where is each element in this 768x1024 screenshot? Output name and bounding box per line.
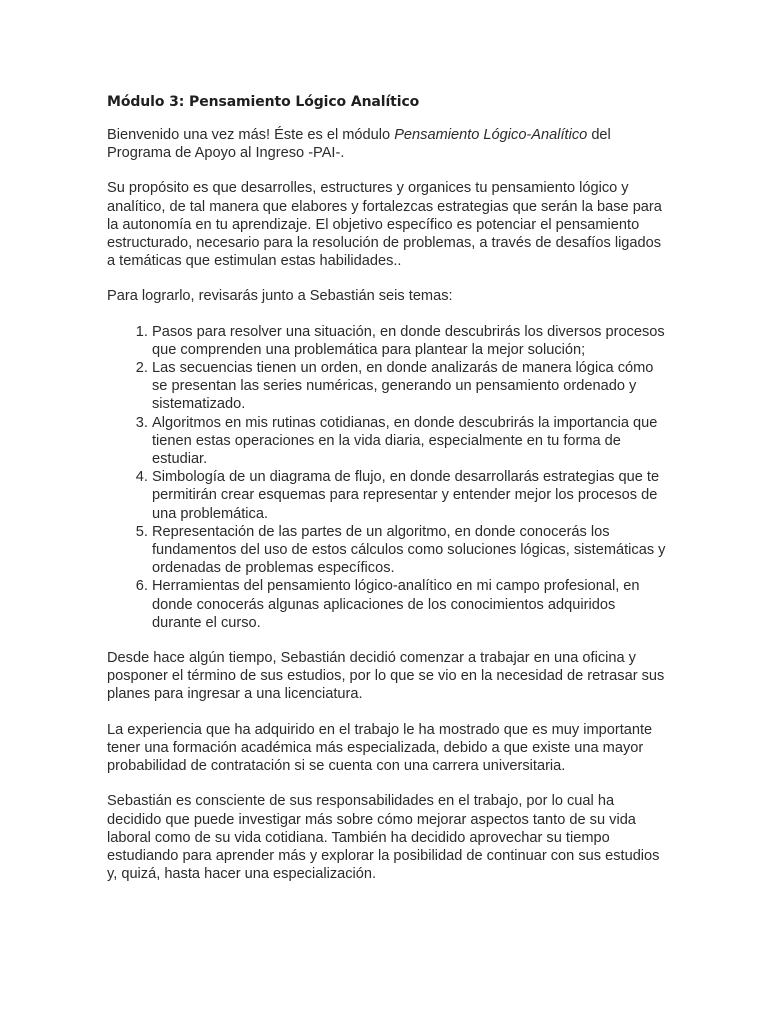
document-page: [107, 93, 667, 900]
intro-module-name: Pensamiento Lógico-Analítico: [394, 127, 588, 143]
topics-intro-paragraph: Para lograrlo, revisarás junto a Sebastián seis temas:: [107, 288, 453, 305]
list-item: 6. Herramientas del pensamiento lógico-analítico en mi campo profesional, en donde conocerás algunas aplicaciones de los conocimientos adquiridos durante el curso.: [152, 577, 667, 632]
topics-list: [107, 323, 667, 632]
module-title: Módulo 3: Pensamiento Lógico Analítico: [107, 94, 420, 110]
story-paragraph-1: Desde hace algún tiempo, Sebastián decidió comenzar a trabajar en una oficina y posponer el término de sus estudios, por lo que se vio en la necesidad de retrasar sus planes para ingresar a una licenciatura.: [107, 650, 665, 703]
intro-paragraph: [107, 126, 667, 162]
list-item: 5. Representación de las partes de un algoritmo, en donde conocerás los fundamentos del uso de estos cálculos como soluciones lógicas, sistemáticas y ordenadas de problemas específicos.: [152, 523, 667, 578]
list-item: 3. Algoritmos en mis rutinas cotidianas, en donde descubrirás la importancia que tienen estas operaciones en la vida diaria, especialmente en tu forma de estudiar.: [152, 414, 667, 469]
list-item: 4. Simbología de un diagrama de flujo, en donde desarrollarás estrategias que te permitirán crear esquemas para representar y entender mejor los procesos de una problemática.: [152, 468, 667, 523]
intro-text-before: Bienvenido una vez más! Éste es el módulo: [107, 127, 395, 143]
purpose-paragraph: Su propósito es que desarrolles, estructures y organices tu pensamiento lógico y analítico, de tal manera que elabores y fortalezcas estrategias que serán la base para la autonomía en tu aprendizaje. El objetivo específico es potenciar el pensamiento estructurado, necesario para la resolución de problemas, a través de desafíos ligados a temáticas que estimulan estas habilidades..: [107, 180, 662, 270]
intro-text-after: del Programa de Apoyo al Ingreso -PAI-.: [107, 127, 611, 162]
list-item: 1. Pasos para resolver una situación, en donde descubrirás los diversos procesos que comprenden una problemática para plantear la mejor solución;: [152, 323, 667, 359]
list-item: 2. Las secuencias tienen un orden, en donde analizarás de manera lógica cómo se presentan las series numéricas, generando un pensamiento ordenado y sistematizado.: [152, 359, 667, 414]
story-paragraph-2: La experiencia que ha adquirido en el trabajo le ha mostrado que es muy importante tener una formación académica más especializada, debido a que existe una mayor probabilidad de contratación si se cuenta con una carrera universitaria.: [107, 721, 653, 775]
story-paragraph-3: Sebastián es consciente de sus responsabilidades en el trabajo, por lo cual ha decidido que puede investigar más sobre cómo mejorar aspectos tanto de su vida laboral como de su vida cotidiana. También ha decidido aprovechar su tiempo estudiando para aprender más y explorar la posibilidad de continuar con sus estudios y, quizá, hasta hacer una especialización.: [107, 793, 660, 883]
